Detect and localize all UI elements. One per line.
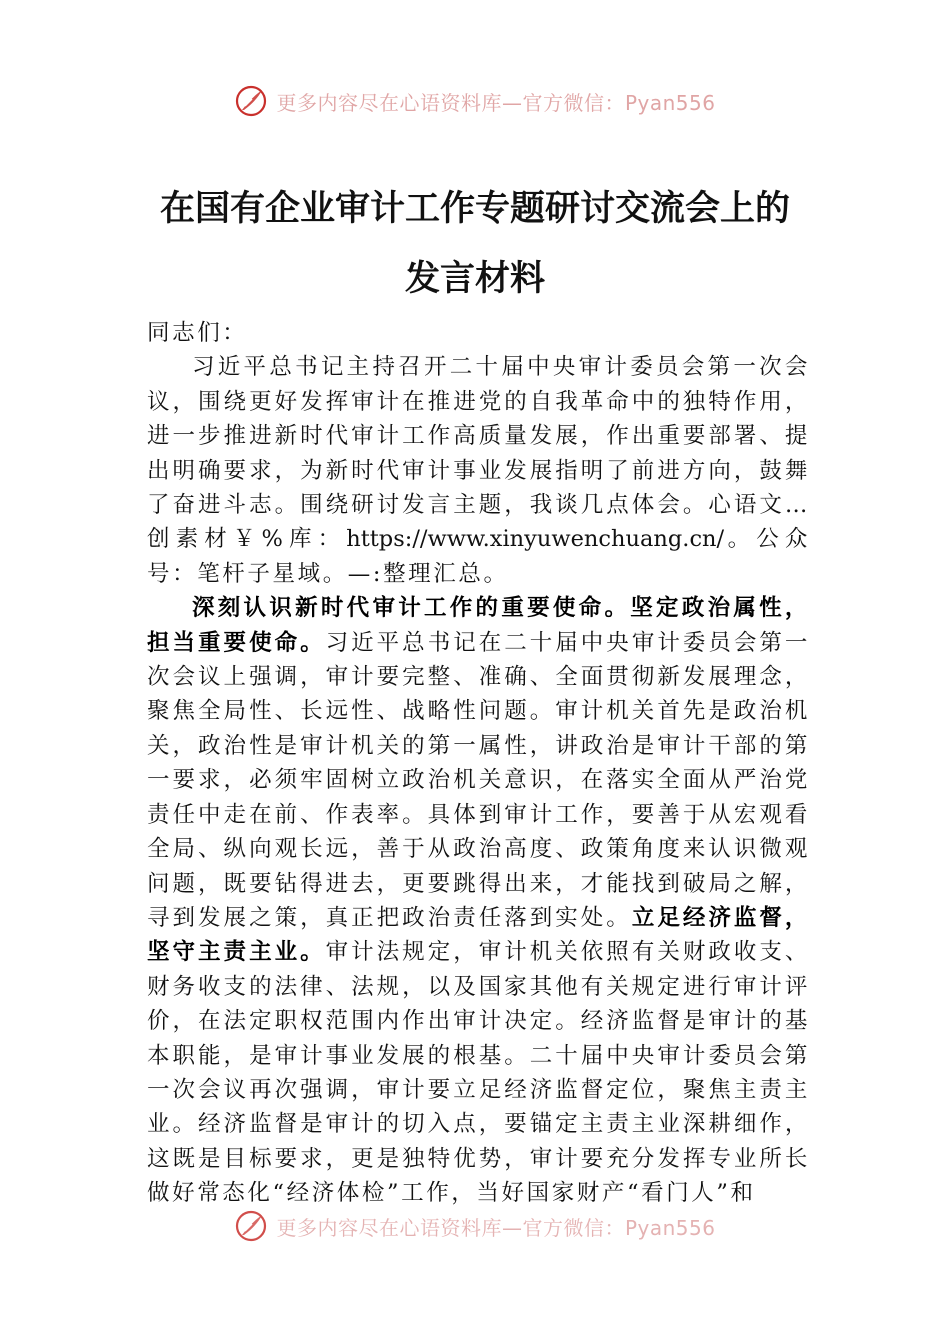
watermark-text: 更多内容尽在心语资料库—官方微信：Pyan556	[276, 1215, 716, 1240]
quill-logo-icon	[234, 1209, 268, 1243]
subsection-heading-economic: 立足经济监督，坚守主责主业。	[147, 904, 811, 966]
section-heading: 深刻认识新时代审计工作的重要使命。	[192, 595, 631, 622]
watermark-header	[0, 84, 950, 118]
watermark-text: 更多内容尽在心语资料库—官方微信：Pyan556	[276, 90, 716, 115]
salutation: 同志们：	[147, 320, 248, 346]
paragraph-intro	[147, 350, 810, 591]
intro-text: 习近平总书记主持召开二十届中央审计委员会第一次会议，围绕更好发挥审计在推进党的自我革命中的独特作用，进一步推进新时代审计工作高质量发展，作出重要部署、提出明确要求，为新时代审计事业发展指明了前进方向，鼓舞了奋进斗志。围绕研讨发言主题，我谈几点体会。心语文…创素材￥%库：	[147, 354, 810, 553]
intro-text-tail: 。公众号：笔杆子星域。—:整理汇总。	[147, 526, 810, 587]
paragraph-text: 习近平总书记在二十届中央审计委员会第一次会议上强调，审计要完整、准确、全面贯彻新发展理念，聚焦全局性、长远性、战略性问题。审计机关首先是政治机关，政治性是审计机关的第一属性，讲政治是审计干部的第一要求，必须牢固树立政治机关意识，在落实全面从严治党责任中走在前、作表率。具体到审计工作，要善于从宏观看全局、纵向观长远，善于从政治高度、政策角度来认识微观问题，既要钻得进去，更要跳得出来，才能找到破局之解，寻到发展之策，真正把政治责任落到实处。	[147, 629, 811, 931]
document-title-line-2: 发言材料	[404, 258, 545, 299]
watermark-footer	[0, 1209, 950, 1243]
paragraph-mission	[147, 591, 810, 1210]
paragraph-text: 审计法规定，审计机关依照有关财政收支、财务收支的法律、法规，以及国家其他有关规定进行审计评价，在法定职权范围内作出审计决定。经济监督是审计的基本职能，是审计事业发展的根基。二十届中央审计委员会第一次会议再次强调，审计要立足经济监督定位，聚焦主责主业。经济监督是审计的切入点，要锚定主责主业深耕细作，这既是目标要求，更是独特优势，审计要充分发挥专业所长做好常态化“经济体检”工作，当好国家财产“看门人”和	[147, 939, 811, 1207]
document-title-line-1: 在国有企业审计工作专题研讨交流会上的	[159, 188, 790, 229]
quill-logo-icon	[234, 84, 268, 118]
source-url: https://www.xinyuwenchuang.cn/	[346, 526, 725, 553]
subsection-heading-political: 坚定政治属性，担当重要使命。	[147, 595, 811, 656]
document-body	[147, 316, 810, 1211]
